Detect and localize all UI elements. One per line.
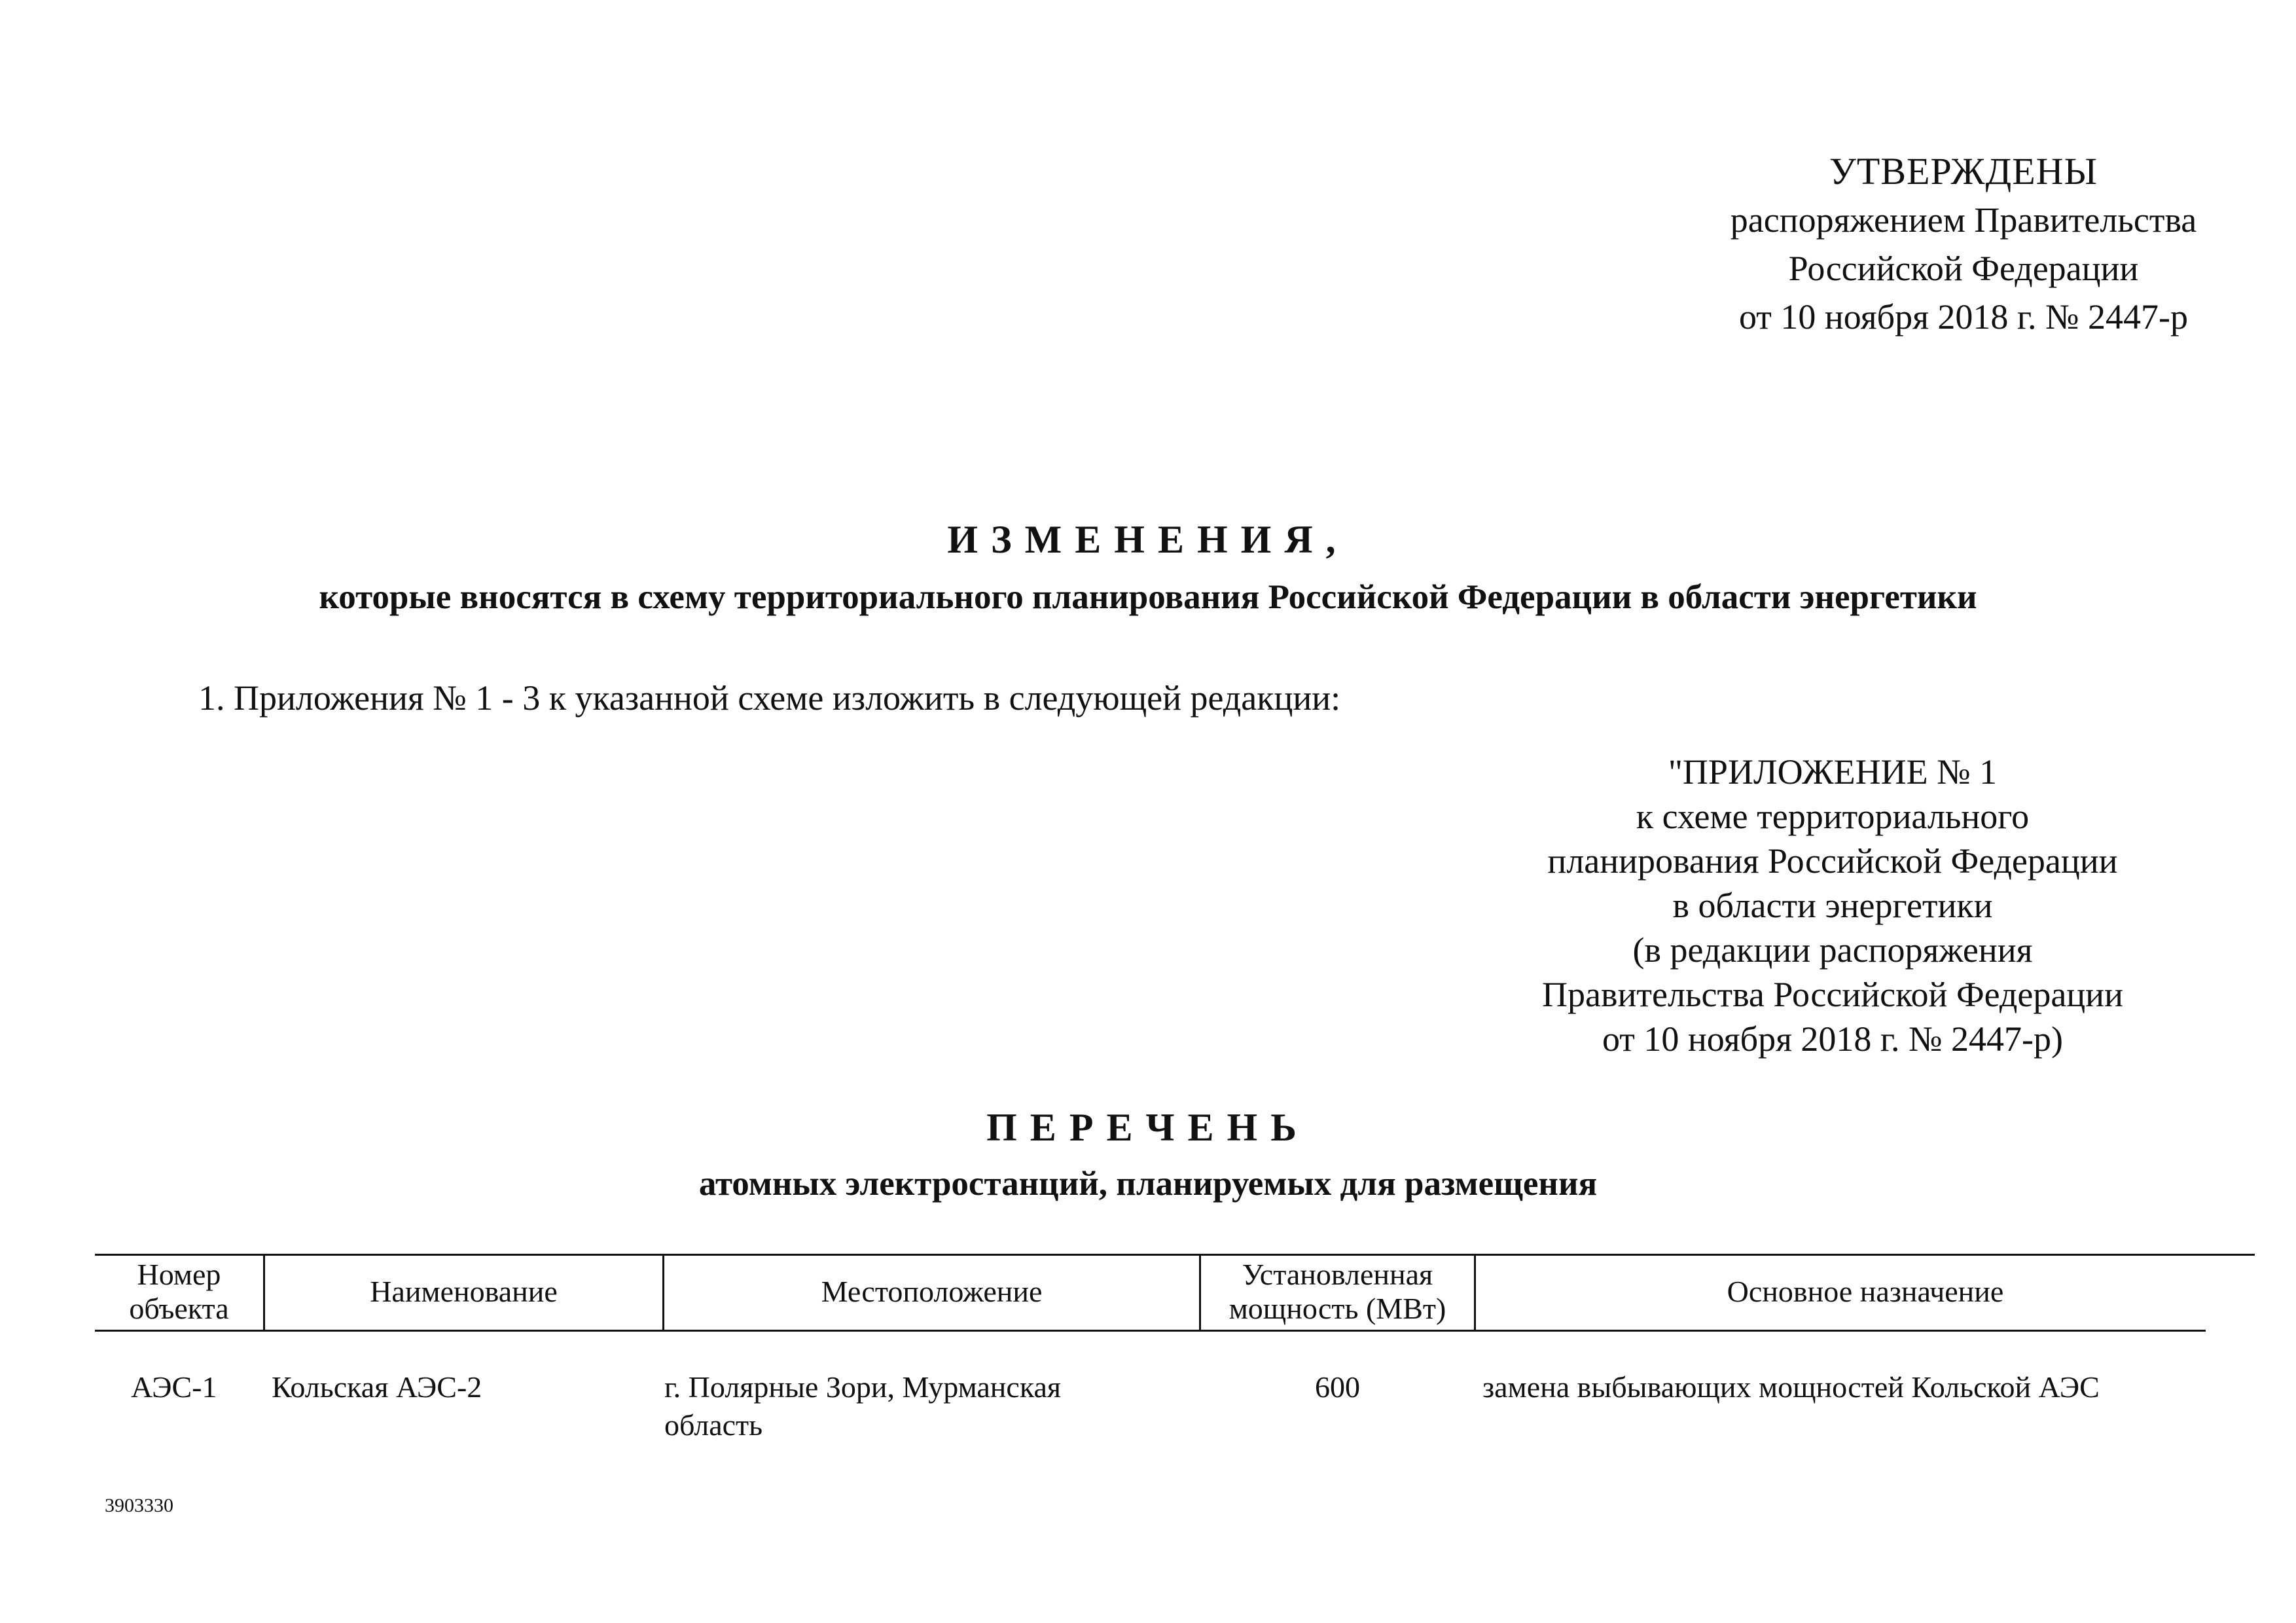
- list-title: ПЕРЕЧЕНЬ: [986, 1106, 1310, 1149]
- header-number-line-2: объекта: [129, 1292, 229, 1325]
- cell-name: Кольская АЭС-2: [272, 1370, 482, 1404]
- approval-line-3: от 10 ноября 2018 г. № 2447-р: [1739, 297, 2188, 337]
- approval-line-2: Российской Федерации: [1788, 249, 2139, 288]
- appendix-line-7: от 10 ноября 2018 г. № 2447-р): [1602, 1019, 2063, 1059]
- header-object-number: [95, 1254, 263, 1330]
- cell-object-number: АЭС-1: [131, 1370, 217, 1404]
- cell-location: [664, 1368, 1188, 1444]
- appendix-line-3: планирования Российской Федерации: [1547, 841, 2118, 881]
- header-name: Наименование: [370, 1275, 558, 1308]
- approval-title: УТВЕРЖДЕНЫ: [1829, 150, 2098, 192]
- header-capacity-line-2: мощность (МВт): [1229, 1292, 1446, 1325]
- table-header-border: [95, 1330, 2206, 1332]
- cell-location-line-2: область: [664, 1408, 763, 1442]
- header-capacity-line-1: Установленная: [1242, 1258, 1433, 1291]
- appendix-line-1: "ПРИЛОЖЕНИЕ № 1: [1668, 752, 1998, 792]
- appendix-line-2: к схеме территориального: [1636, 797, 2030, 836]
- approval-block: [1662, 147, 2265, 341]
- appendix-line-5: (в редакции распоряжения: [1632, 930, 2033, 970]
- paragraph-1: 1. Приложения № 1 - 3 к указанной схеме изложить в следующей редакции:: [198, 678, 1341, 718]
- cell-location-line-1: г. Полярные Зори, Мурманская: [664, 1370, 1062, 1404]
- appendix-block: [1505, 750, 2160, 1061]
- cell-purpose: замена выбывающих мощностей Кольской АЭС: [1482, 1370, 2100, 1404]
- header-purpose: Основное назначение: [1727, 1275, 2004, 1308]
- changes-subtitle: которые вносятся в схему территориального планирования Российской Федерации в области энергетики: [319, 578, 1977, 616]
- changes-title: ИЗМЕНЕНИЯ,: [947, 518, 1349, 561]
- list-subtitle: атомных электростанций, планируемых для размещения: [698, 1165, 1598, 1203]
- header-number-line-1: Номер: [137, 1258, 221, 1291]
- header-location: Местоположение: [821, 1275, 1043, 1308]
- cell-capacity: 600: [1315, 1370, 1360, 1404]
- header-capacity: [1201, 1254, 1474, 1330]
- approval-line-1: распоряжением Правительства: [1730, 200, 2197, 240]
- appendix-line-4: в области энергетики: [1672, 886, 1993, 925]
- appendix-line-6: Правительства Российской Федерации: [1542, 975, 2123, 1014]
- document-code: 3903330: [105, 1495, 173, 1516]
